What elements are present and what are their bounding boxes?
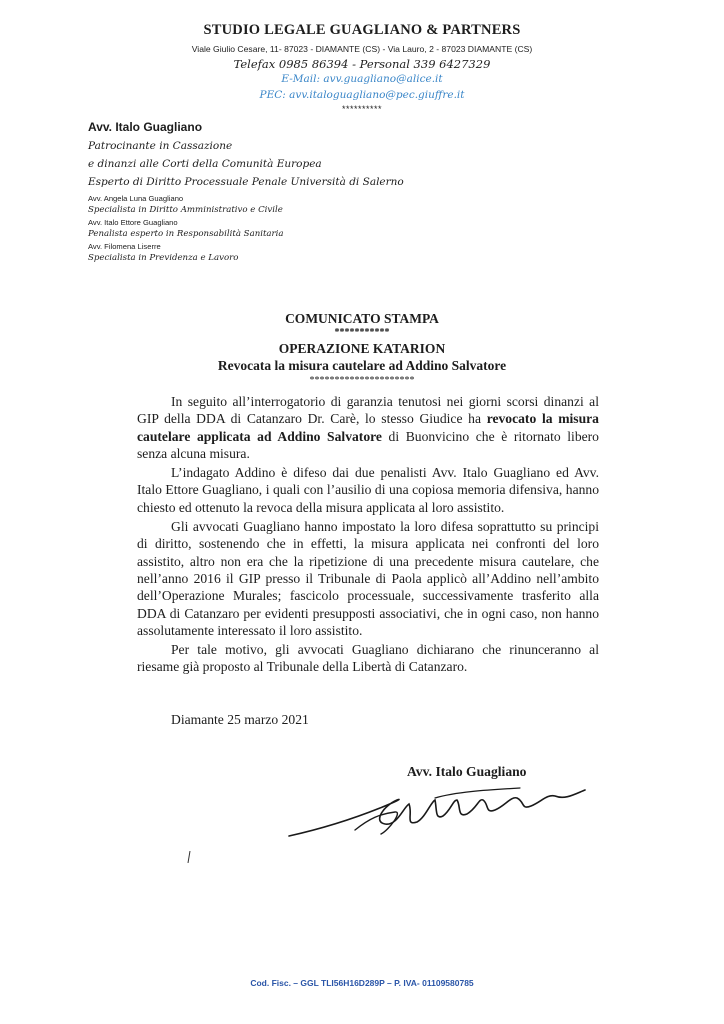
paragraph: L’indagato Addino è difeso dai due penalisti Avv. Italo Guagliano ed Avv. Italo Ettore Guagliano, i quali con l’ausilio di una copiosa memoria difensiva, hanno chiesto ed ottenuto la revoca della misura applicata al loro assistito. — [137, 465, 599, 515]
lawyer-role: Specialista in Diritto Amministrativo e Civile — [88, 205, 283, 215]
heading-separator: *********** — [334, 327, 390, 338]
paragraph-text: In seguito all’interrogatorio di garanzia tenutosi nei giorni scorsi dinanzi al GIP della DDA di Catanzaro Dr. Carè, lo stesso Giudice ha — [137, 394, 599, 427]
operation-title: OPERAZIONE KATARION — [278, 341, 446, 356]
main-lawyer-name: Avv. Italo Guagliano — [88, 120, 203, 134]
firm-phone: Telefax 0985 86394 - Personal 339 6427329 — [233, 57, 491, 71]
pen-mark — [186, 851, 192, 863]
lawyer-role: Penalista esperto in Responsabilità Sanitaria — [88, 229, 284, 239]
lawyer-name: Avv. Angela Luna Guagliano — [88, 194, 184, 203]
letterhead-separator: ********** — [341, 104, 383, 114]
firm-address: Viale Giulio Cesare, 11- 87023 - DIAMANTE (CS) - Via Lauro, 2 - 87023 DIAMANTE (CS) — [191, 44, 533, 54]
fiscal-footer: Cod. Fisc. – GGL TLI56H16D289P – P. IVA- 01109580785 — [250, 978, 474, 988]
paragraph-text: di Buonvicino che è ritornato libero senza alcuna misura. — [137, 428, 599, 461]
date-line: Diamante 25 marzo 2021 — [171, 712, 309, 727]
main-lawyer-role: Patrocinante in Cassazione — [88, 140, 233, 152]
signer-name: Avv. Italo Guagliano — [407, 764, 527, 779]
lawyer-name: Avv. Italo Ettore Guagliano — [88, 218, 178, 227]
lawyer-role: Specialista in Previdenza e Lavoro — [88, 253, 239, 263]
paragraph: Per tale motivo, gli avvocati Guagliano dichiarano che rinunceranno al riesame già proposto al Tribunale della Libertà di Catanzaro. — [137, 642, 599, 675]
handwritten-signature — [285, 778, 595, 848]
subtitle-separator: ********************* — [309, 375, 415, 386]
main-lawyer-role: Esperto di Diritto Processuale Penale Università di Salerno — [88, 176, 404, 188]
press-release-heading: COMUNICATO STAMPA — [285, 311, 439, 326]
lawyer-name: Avv. Filomena Liserre — [88, 242, 161, 251]
paragraph: Gli avvocati Guagliano hanno impostato la loro difesa soprattutto su principi di diritto, sostenendo che in effetti, la misura applicata nei confronti del loro assistito, altro non era che la ripetizione di una precedente misura cautelare, che nell’anno 2016 il GIP presso il Tribunale di Paola applicò all’Addino nell’ambito dell’Operazione Murales; fascicolo processuale, successivamente trasferito alla DDA di Catanzaro per evidenti presupposti associativi, che in ogni caso, non hanno assolutamente interessato il loro assistito. — [137, 519, 599, 638]
paragraph — [137, 393, 599, 462]
paragraph-emphasis: revocato la misura cautelare applicata ad Addino Salvatore — [137, 411, 599, 444]
firm-pec: PEC: avv.italoguagliano@pec.giuffre.it — [259, 89, 465, 101]
lawyers-block — [88, 120, 404, 266]
press-body — [137, 393, 599, 678]
firm-email: E-Mail: avv.guagliano@alice.it — [281, 73, 443, 85]
press-subtitle: Revocata la misura cautelare ad Addino Salvatore — [217, 358, 507, 373]
main-lawyer-role: e dinanzi alle Corti della Comunità Europea — [88, 158, 322, 170]
firm-name: STUDIO LEGALE GUAGLIANO & PARTNERS — [203, 22, 521, 38]
